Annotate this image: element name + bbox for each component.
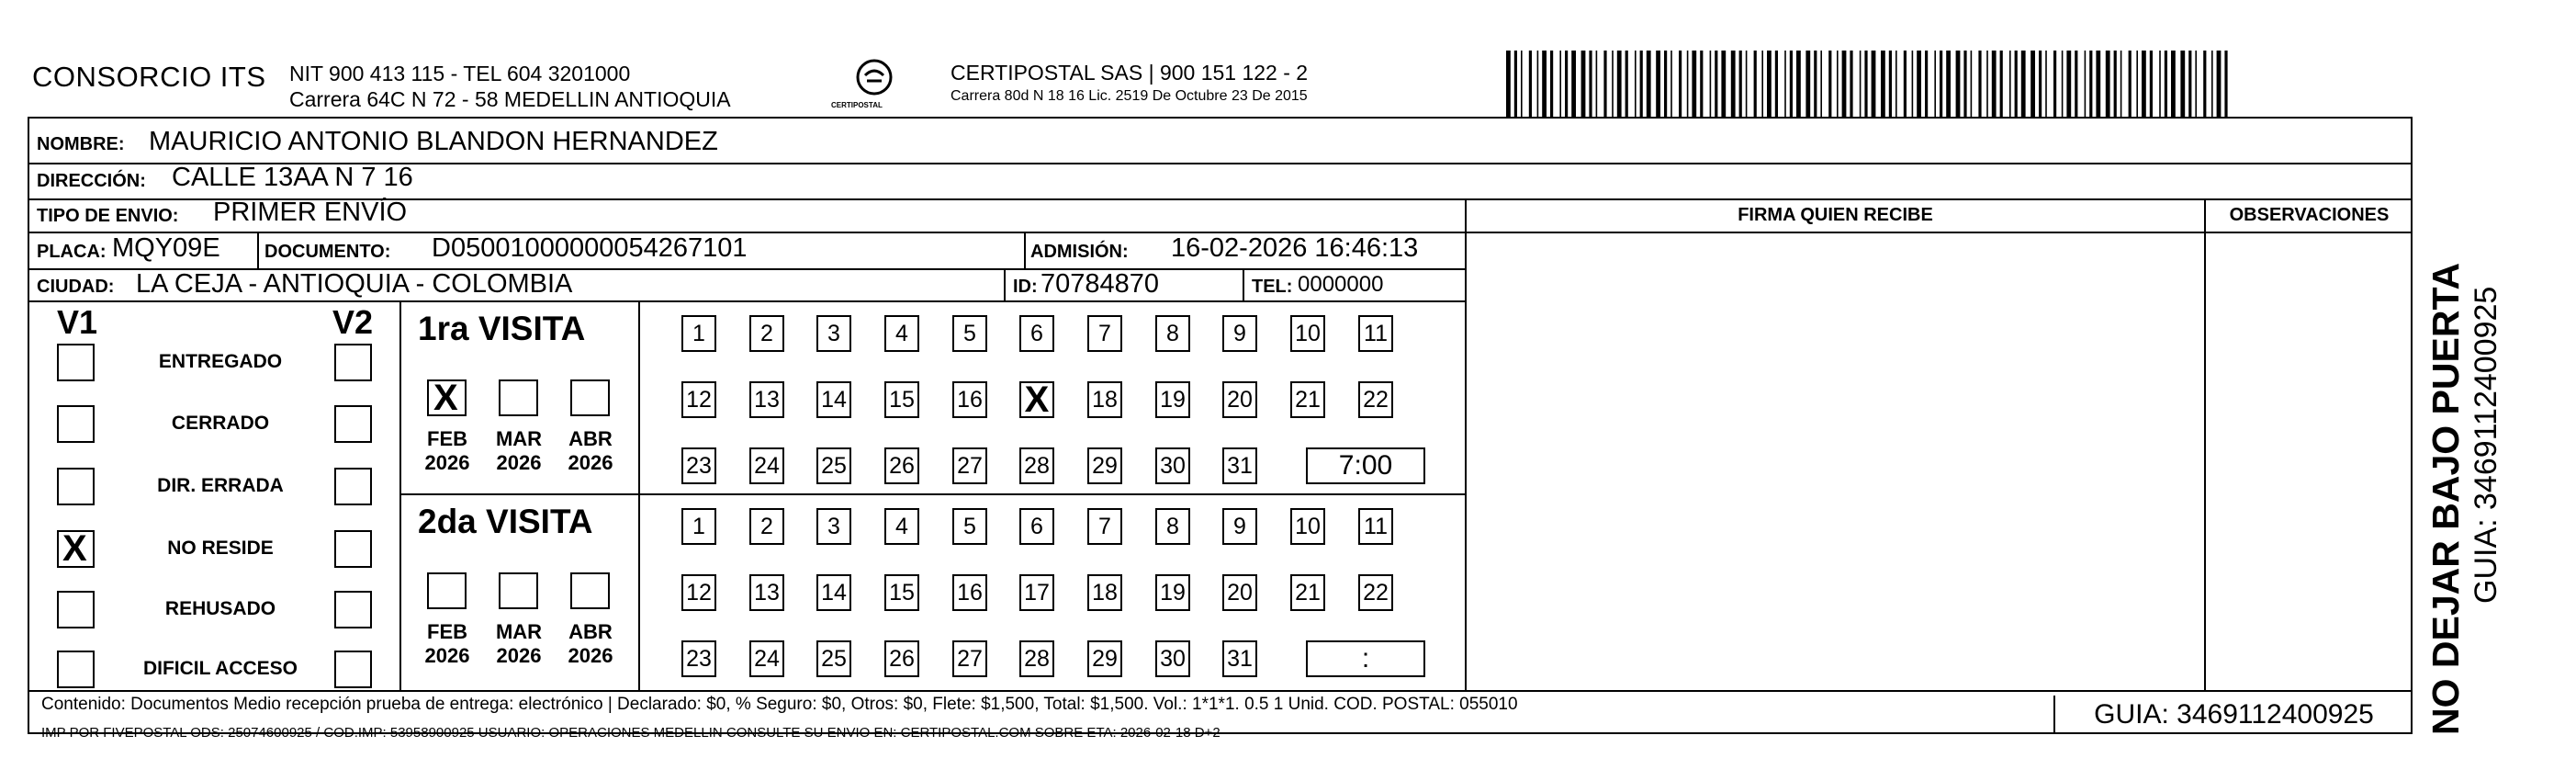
outcome-v1-checkbox[interactable]: [57, 344, 95, 381]
outcome-label: NO RESIDE: [167, 538, 274, 559]
day-box[interactable]: 27: [952, 447, 987, 484]
day-box[interactable]: 16: [952, 574, 987, 611]
barcode-bar: [1940, 51, 1942, 117]
barcode-bar: [1784, 51, 1786, 117]
day-box[interactable]: 24: [749, 640, 784, 677]
barcode-bar: [2211, 51, 2213, 117]
barcode-bar: [1617, 51, 1622, 117]
outcome-v1-checkbox[interactable]: [57, 591, 95, 628]
day-box[interactable]: 14: [816, 574, 851, 611]
barcode-bar: [1971, 51, 1973, 117]
barcode-bar: [2039, 51, 2042, 117]
divider: [28, 300, 1465, 302]
certipostal-nit: CERTIPOSTAL SAS | 900 151 122 - 2: [951, 61, 1309, 85]
nombre-label: NOMBRE:: [37, 134, 125, 154]
barcode-bar: [1746, 51, 1748, 117]
v1-header: V1: [57, 303, 98, 341]
id-label: ID:: [1013, 277, 1038, 297]
barcode-bar: [2150, 51, 2153, 117]
ciudad-value: LA CEJA - ANTIOQUIA - COLOMBIA: [136, 269, 573, 299]
ciudad-label: CIUDAD:: [37, 277, 115, 297]
barcode-bar: [1521, 51, 1523, 117]
visit-title: 1ra VISITA: [418, 310, 586, 347]
day-box[interactable]: 10: [1290, 315, 1325, 352]
barcode-bar: [2129, 51, 2132, 117]
placa-value: MQY09E: [112, 233, 220, 263]
divider: [257, 232, 259, 268]
day-box[interactable]: 30: [1155, 447, 1190, 484]
barcode-bar: [1796, 51, 1801, 117]
day-box[interactable]: 8: [1155, 315, 1190, 352]
tipo-envio-value: PRIMER ENVÍO: [213, 198, 408, 227]
outcome-v2-checkbox[interactable]: [334, 344, 372, 381]
day-box[interactable]: 13: [749, 381, 784, 418]
barcode-bar: [1529, 51, 1532, 117]
day-box[interactable]: 27: [952, 640, 987, 677]
checkbox-mark: X: [62, 528, 87, 569]
divider: [2204, 198, 2206, 690]
day-box[interactable]: 3: [816, 508, 851, 545]
day-box[interactable]: 14: [816, 381, 851, 418]
barcode-bar: [2000, 51, 2003, 117]
barcode-bar: [2203, 51, 2206, 117]
firma-header: FIRMA QUIEN RECIBE: [1738, 205, 1933, 225]
outcome-v1-checkbox[interactable]: [57, 651, 95, 688]
barcode-bar: [2009, 51, 2011, 117]
day-box[interactable]: 1: [681, 508, 716, 545]
month-name: FEB: [427, 427, 467, 450]
day-box[interactable]: 25: [816, 447, 851, 484]
barcode-bar: [1842, 51, 1847, 117]
barcode-bar: [2114, 51, 2117, 117]
barcode-bar: [2021, 51, 2026, 117]
day-box[interactable]: 23: [681, 640, 716, 677]
day-box[interactable]: 9: [1222, 315, 1257, 352]
day-box[interactable]: 16: [952, 381, 987, 418]
barcode-bar: [1881, 51, 1885, 117]
barcode-bar: [1647, 51, 1651, 117]
nombre-value: MAURICIO ANTONIO BLANDON HERNANDEZ: [149, 127, 718, 156]
observaciones-header: OBSERVACIONES: [2229, 205, 2390, 225]
documento-label: DOCUMENTO:: [264, 242, 391, 262]
barcode-bar: [1986, 51, 1988, 117]
outcome-v1-checkbox[interactable]: [57, 405, 95, 443]
barcode-bar: [1904, 51, 1907, 117]
v2-header: V2: [332, 303, 374, 341]
barcode-bar: [2224, 51, 2227, 117]
tel-label: TEL:: [1252, 277, 1293, 297]
month-checkbox[interactable]: [427, 379, 467, 416]
day-box[interactable]: 25: [816, 640, 851, 677]
day-box[interactable]: 12: [681, 381, 716, 418]
barcode-bar: [1565, 51, 1568, 117]
barcode-bar: [2180, 51, 2185, 117]
barcode-bar: [1739, 51, 1742, 117]
day-box[interactable]: 31: [1222, 447, 1257, 484]
barcode-bar: [1589, 51, 1592, 117]
month-name: ABR: [568, 620, 613, 643]
barcode-bar: [1790, 51, 1793, 117]
day-box[interactable]: 21: [1290, 574, 1325, 611]
day-box[interactable]: 30: [1155, 640, 1190, 677]
barcode-bar: [1625, 51, 1628, 117]
day-box[interactable]: 29: [1087, 640, 1122, 677]
day-box[interactable]: 2: [749, 315, 784, 352]
barcode-bar: [2120, 51, 2122, 117]
barcode-bar: [2053, 51, 2056, 117]
day-box[interactable]: 13: [749, 574, 784, 611]
barcode-bar: [1710, 51, 1712, 117]
barcode-bar: [1912, 51, 1914, 117]
outcome-label: DIR. ERRADA: [157, 475, 284, 496]
barcode: [1506, 51, 2232, 117]
month-label: [418, 620, 477, 668]
certipostal-address: Carrera 80d N 18 16 Lic. 2519 De Octubre 23 De 2015: [951, 88, 1308, 104]
barcode-bar: [2136, 51, 2138, 117]
day-box[interactable]: 9: [1222, 508, 1257, 545]
month-year: 2026: [496, 451, 542, 474]
barcode-bar: [1820, 51, 1822, 117]
barcode-bar: [1925, 51, 1928, 117]
barcode-bar: [1542, 51, 1547, 117]
day-box[interactable]: 3: [816, 315, 851, 352]
barcode-bar: [1687, 51, 1689, 117]
outcome-v1-checkbox[interactable]: [57, 468, 95, 505]
month-name: ABR: [568, 427, 613, 450]
company-address: Carrera 64C N 72 - 58 MEDELLIN ANTIOQUIA: [289, 87, 731, 111]
barcode-bar: [1978, 51, 1981, 117]
divider: [399, 300, 401, 690]
day-box[interactable]: 8: [1155, 508, 1190, 545]
month-label: [561, 427, 620, 475]
day-box[interactable]: 31: [1222, 640, 1257, 677]
barcode-bar: [2217, 51, 2222, 117]
direccion-label: DIRECCIÓN:: [37, 171, 146, 191]
checkbox-mark: X: [433, 378, 458, 418]
barcode-bar: [2030, 51, 2035, 117]
visit-title: 2da VISITA: [418, 503, 593, 540]
day-box[interactable]: 19: [1155, 381, 1190, 418]
tel-value: 0000000: [1298, 272, 1384, 297]
barcode-bar: [2015, 51, 2018, 117]
documento-value: D05001000000054267101: [432, 233, 748, 263]
month-label: [561, 620, 620, 668]
admision-value: 16-02-2026 16:46:13: [1171, 233, 1419, 263]
admision-label: ADMISIÓN:: [1030, 242, 1129, 262]
barcode-bar: [1514, 51, 1517, 117]
day-box[interactable]: 1: [681, 315, 716, 352]
tipo-envio-label: TIPO DE ENVIO:: [37, 206, 179, 226]
divider: [399, 493, 1465, 495]
barcode-bar: [1828, 51, 1831, 117]
divider: [1465, 198, 1467, 690]
day-box[interactable]: 5: [952, 508, 987, 545]
barcode-bar: [1700, 51, 1703, 117]
day-box[interactable]: [1019, 381, 1054, 418]
day-box[interactable]: 23: [681, 447, 716, 484]
barcode-bar: [2142, 51, 2146, 117]
month-name: MAR: [495, 427, 543, 450]
month-checkbox[interactable]: [499, 379, 538, 416]
day-box[interactable]: 26: [884, 447, 919, 484]
divider: [1004, 268, 1006, 300]
outcome-v2-checkbox[interactable]: [334, 651, 372, 688]
divider: [638, 300, 640, 690]
month-checkbox[interactable]: [499, 572, 538, 609]
month-label: [418, 427, 477, 475]
barcode-bar: [1656, 51, 1660, 117]
month-year: 2026: [424, 451, 470, 474]
barcode-bar: [1761, 51, 1763, 117]
day-box[interactable]: 12: [681, 574, 716, 611]
month-year: 2026: [568, 451, 613, 474]
brand-name: CONSORCIO ITS: [32, 61, 266, 93]
day-box[interactable]: 18: [1087, 381, 1122, 418]
outcome-label: REHUSADO: [164, 598, 276, 619]
day-box[interactable]: 28: [1019, 447, 1054, 484]
barcode-bar: [1992, 51, 1997, 117]
day-mark: X: [1024, 379, 1050, 420]
guia-number: GUIA: 3469112400925: [2053, 696, 2413, 734]
day-box[interactable]: 26: [884, 640, 919, 677]
barcode-bar: [2045, 51, 2047, 117]
outcome-label: DIFICIL ACCESO: [142, 658, 298, 679]
time-box[interactable]: 7:00: [1306, 447, 1425, 484]
day-box[interactable]: 4: [884, 508, 919, 545]
barcode-bar: [1731, 51, 1736, 117]
barcode-bar: [1895, 51, 1897, 117]
barcode-bar: [1946, 51, 1951, 117]
barcode-bar: [1692, 51, 1696, 117]
month-checkbox[interactable]: [570, 379, 610, 416]
outcome-v2-checkbox[interactable]: [334, 591, 372, 628]
barcode-bar: [1805, 51, 1810, 117]
day-box[interactable]: 11: [1358, 508, 1393, 545]
day-box[interactable]: 7: [1087, 508, 1122, 545]
divider: [28, 690, 2413, 692]
day-box[interactable]: 17: [1019, 574, 1054, 611]
print-info-line: IMP POR FIVEPOSTAL ODS: 25074600925 / COD.IMP: 53958900925 USUARIO: OPERACIONES MEDELLIN CONSULTE SU ENVIO EN: CERTIPOSTAL.COM SOBRE ETA: 2026-02-18 D+2: [41, 725, 1221, 741]
day-box[interactable]: 2: [749, 508, 784, 545]
barcode-bar: [2096, 51, 2100, 117]
barcode-bar: [1956, 51, 1961, 117]
barcode-bar: [2062, 51, 2064, 117]
barcode-bar: [1670, 51, 1672, 117]
outcome-label: ENTREGADO: [158, 351, 283, 372]
no-dejar-notice: NO DEJAR BAJO PUERTA: [2424, 262, 2467, 735]
day-box[interactable]: 5: [952, 315, 987, 352]
divider: [1024, 232, 1026, 268]
barcode-bar: [2106, 51, 2110, 117]
day-box[interactable]: 6: [1019, 508, 1054, 545]
month-year: 2026: [424, 644, 470, 667]
barcode-bar: [1664, 51, 1667, 117]
day-box[interactable]: 20: [1222, 574, 1257, 611]
outcome-v1-checkbox[interactable]: [57, 530, 95, 568]
barcode-bar: [2195, 51, 2197, 117]
barcode-bar: [1715, 51, 1717, 117]
barcode-bar: [1864, 51, 1867, 117]
barcode-bar: [2171, 51, 2176, 117]
barcode-bar: [1721, 51, 1726, 117]
barcode-bar: [1767, 51, 1772, 117]
barcode-bar: [1612, 51, 1614, 117]
outcome-v2-checkbox[interactable]: [334, 468, 372, 505]
day-box[interactable]: 29: [1087, 447, 1122, 484]
direccion-value: CALLE 13AA N 7 16: [172, 163, 413, 192]
outcome-label: CERRADO: [171, 413, 270, 434]
month-checkbox[interactable]: [427, 572, 467, 609]
month-label: [489, 427, 548, 475]
barcode-bar: [1860, 51, 1862, 117]
day-box[interactable]: 20: [1222, 381, 1257, 418]
logo-caption: CERTIPOSTAL: [831, 101, 883, 109]
day-box[interactable]: 22: [1358, 381, 1393, 418]
day-box[interactable]: 10: [1290, 508, 1325, 545]
barcode-bar: [1640, 51, 1643, 117]
id-value: 70784870: [1041, 269, 1160, 299]
company-info: [289, 61, 731, 112]
month-name: MAR: [495, 620, 543, 643]
day-box[interactable]: 4: [884, 315, 919, 352]
barcode-bar: [1550, 51, 1553, 117]
day-box[interactable]: 11: [1358, 315, 1393, 352]
month-year: 2026: [568, 644, 613, 667]
day-box[interactable]: 7: [1087, 315, 1122, 352]
barcode-bar: [1679, 51, 1682, 117]
barcode-bar: [2165, 51, 2167, 117]
barcode-bar: [2066, 51, 2071, 117]
placa-label: PLACA:: [37, 242, 107, 262]
contents-line: Contenido: Documentos Medio recepción prueba de entrega: electrónico | Declarado: $0, % Seguro: $0, Otros: $0, Flete: $1,500, Total: $1,500. Vol.: 1*1*1. 0.5 1 Unid. COD. POSTAL: 055010: [41, 695, 1518, 714]
month-label: [489, 620, 548, 668]
barcode-bar: [1917, 51, 1921, 117]
day-box[interactable]: 22: [1358, 574, 1393, 611]
company-nit: NIT 900 413 115 - TEL 604 3201000: [289, 62, 631, 85]
barcode-bar: [2188, 51, 2191, 117]
day-box[interactable]: 19: [1155, 574, 1190, 611]
barcode-bar: [1837, 51, 1839, 117]
day-box[interactable]: 18: [1087, 574, 1122, 611]
barcode-bar: [1754, 51, 1757, 117]
day-box[interactable]: 15: [884, 381, 919, 418]
barcode-bar: [1814, 51, 1817, 117]
outcome-v2-checkbox[interactable]: [334, 405, 372, 443]
barcode-bar: [2075, 51, 2077, 117]
month-checkbox[interactable]: [570, 572, 610, 609]
barcode-bar: [1559, 51, 1561, 117]
barcode-bar: [1537, 51, 1539, 117]
barcode-bar: [2089, 51, 2092, 117]
time-box[interactable]: :: [1306, 640, 1425, 677]
day-box[interactable]: 24: [749, 447, 784, 484]
day-box[interactable]: 21: [1290, 381, 1325, 418]
month-year: 2026: [496, 644, 542, 667]
side-guia-number: GUIA: 3469112400925: [2469, 286, 2503, 604]
barcode-bar: [1934, 51, 1936, 117]
barcode-bar: [1571, 51, 1576, 117]
barcode-bar: [1775, 51, 1778, 117]
day-box[interactable]: 6: [1019, 315, 1054, 352]
barcode-bar: [1872, 51, 1876, 117]
certipostal-logo-icon: [854, 57, 894, 97]
barcode-bar: [1850, 51, 1852, 117]
month-name: FEB: [427, 620, 467, 643]
day-box[interactable]: 28: [1019, 640, 1054, 677]
outcome-v2-checkbox[interactable]: [334, 530, 372, 568]
barcode-bar: [1889, 51, 1892, 117]
barcode-bar: [1506, 51, 1511, 117]
day-box[interactable]: 15: [884, 574, 919, 611]
barcode-bar: [2159, 51, 2161, 117]
barcode-bar: [1603, 51, 1606, 117]
barcode-bar: [2085, 51, 2087, 117]
barcode-bar: [1581, 51, 1586, 117]
barcode-bar: [1635, 51, 1637, 117]
barcode-bar: [1596, 51, 1598, 117]
barcode-bar: [1963, 51, 1966, 117]
divider: [1243, 268, 1244, 300]
